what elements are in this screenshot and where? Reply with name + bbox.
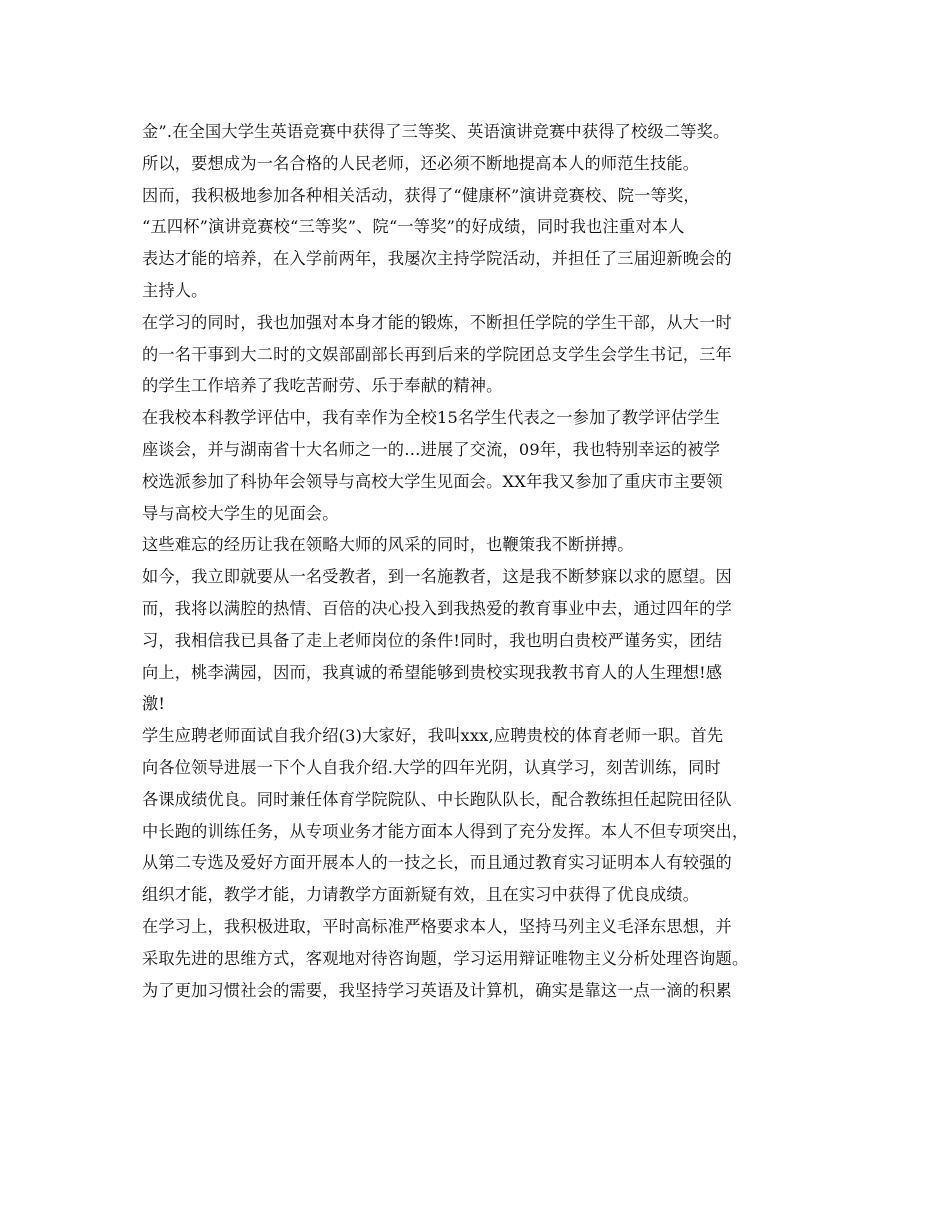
text-line: 向各位领导进展一下个人自我介绍.大学的四年光阴，认真学习，刻苦训练，同时 bbox=[142, 757, 721, 777]
text-line: 的学生工作培养了我吃苦耐劳、乐于奉献的精神。 bbox=[142, 376, 503, 396]
text-line: 表达才能的培养，在入学前两年，我屡次主持学院活动，并担任了三届迎新晚会的 bbox=[142, 249, 732, 269]
text-line: 中长跑的训练任务，从专项业务才能方面本人得到了充分发挥。本人不但专项突出， bbox=[142, 821, 749, 841]
text-line: 导与高校大学生的见面会。 bbox=[142, 503, 339, 523]
text-line: 采取先进的思维方式，客观地对待咨询题，学习运用辩证唯物主义分析处理咨询题。 bbox=[142, 948, 749, 968]
document-body bbox=[142, 116, 832, 1006]
text-line: 在学习的同时，我也加强对本身才能的锻炼，不断担任学院的学生干部，从大一时 bbox=[142, 312, 732, 332]
text-line: “五四杯”演讲竞赛校“三等奖”、院“一等奖”的好成绩，同时我也注重对本人 bbox=[142, 217, 685, 237]
text-line: 从第二专选及爱好方面开展本人的一技之长，而且通过教育实习证明本人有较强的 bbox=[142, 853, 732, 873]
text-line: 金”.在全国大学生英语竞赛中获得了三等奖、英语演讲竞赛中获得了校级二等奖。 bbox=[142, 122, 730, 141]
text-line: 激! bbox=[142, 694, 166, 714]
text-line: 这些难忘的经历让我在领略大师的风采的同时，也鞭策我不断拼搏。 bbox=[142, 535, 634, 555]
text-line: 各课成绩优良。同时兼任体育学院院队、中长跑队队长，配合教练担任起院田径队 bbox=[142, 789, 732, 809]
text-line: 向上，桃李满园，因而，我真诚的希望能够到贵校实现我教书育人的人生理想!感 bbox=[142, 662, 723, 682]
text-line: 主持人。 bbox=[142, 280, 208, 300]
text-line: 的一名干事到大二时的文娱部副部长再到后来的学院团总支学生会学生书记，三年 bbox=[142, 344, 732, 364]
text-line: 而，我将以满腔的热情、百倍的决心投入到我热爱的教育事业中去，通过四年的学 bbox=[142, 598, 732, 618]
text-line: 组织才能，教学才能，力请教学方面新疑有效，且在实习中获得了优良成绩。 bbox=[142, 885, 700, 905]
text-line: 在学习上，我积极进取，平时高标准严格要求本人，坚持马列主义毛泽东思想，并 bbox=[142, 916, 732, 936]
text-line: 所以，要想成为一名合格的人民老师，还必须不断地提高本人的师范生技能。 bbox=[142, 153, 700, 173]
text-line: 习，我相信我已具备了走上老师岗位的条件!同时，我也明白贵校严谨务实，团结 bbox=[142, 630, 723, 650]
text-line: 学生应聘老师面试自我介绍(3)大家好，我叫xxx,应聘贵校的体育老师一职。首先 bbox=[142, 726, 724, 746]
text-line: 为了更加习惯社会的需要，我坚持学习英语及计算机，确实是靠这一点一滴的积累 bbox=[142, 980, 732, 1000]
text-line: 校选派参加了科协年会领导与高校大学生见面会。XX年我又参加了重庆市主要领 bbox=[142, 471, 723, 491]
text-line: 如今，我立即就要从一名受教者，到一名施教者，这是我不断梦寐以求的愿望。因 bbox=[142, 567, 732, 587]
text-line: 因而，我积极地参加各种相关活动，获得了“健康杯”演讲竞赛校、院一等奖， bbox=[142, 185, 700, 205]
text-line: 座谈会，并与湖南省十大名师之一的…进展了交流，09年，我也特别幸运的被学 bbox=[142, 439, 721, 459]
text-line: 在我校本科教学评估中，我有幸作为全校15名学生代表之一参加了教学评估学生 bbox=[142, 408, 721, 428]
